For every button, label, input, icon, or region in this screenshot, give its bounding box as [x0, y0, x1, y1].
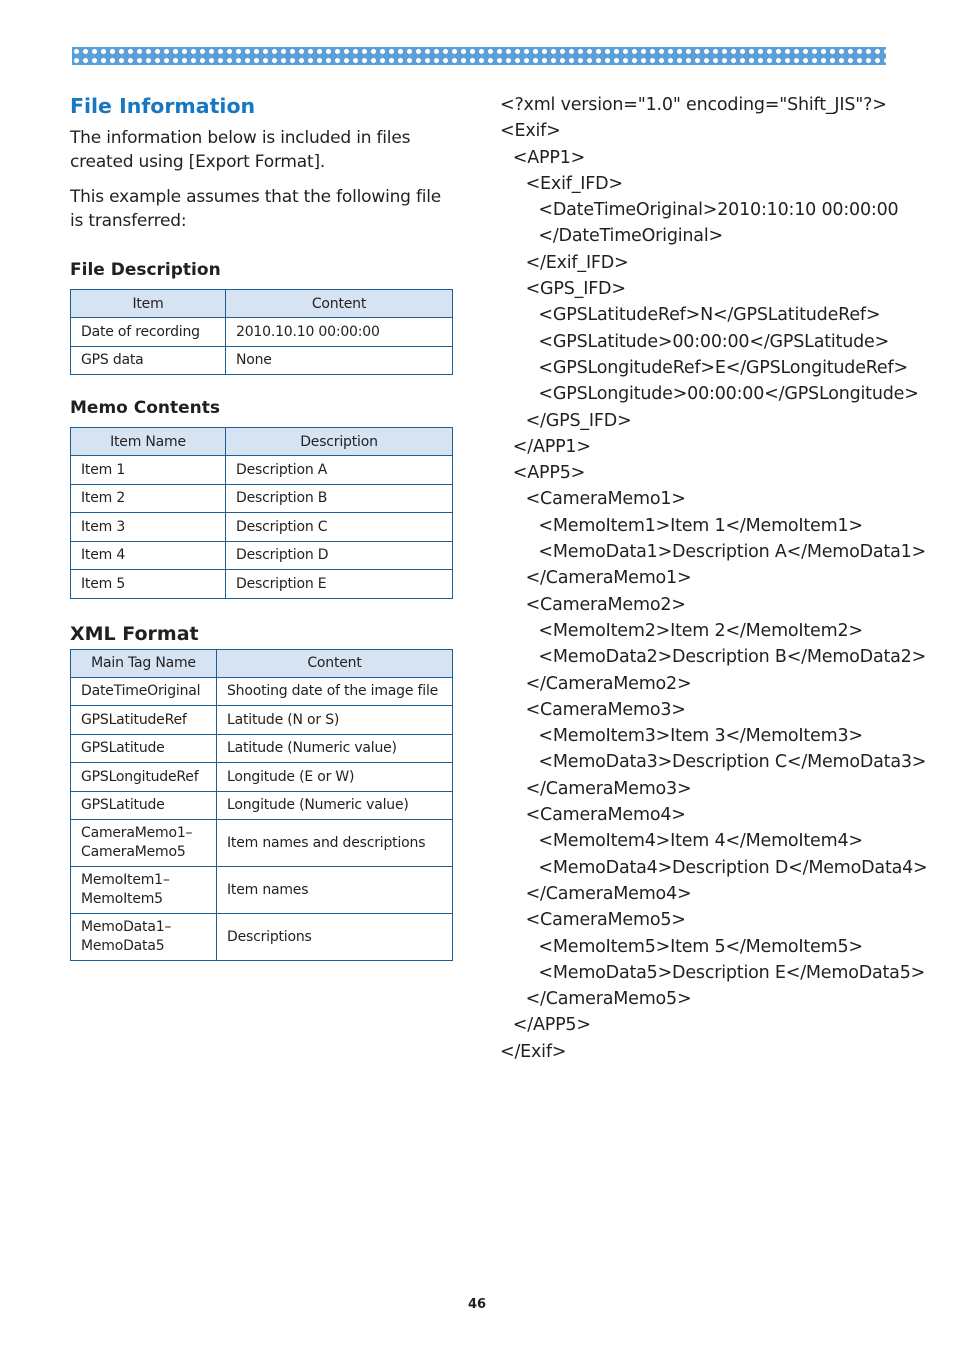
table-cell: Item 3	[71, 513, 226, 542]
xml-line: </GPS_IFD>	[525, 410, 632, 431]
xml-line: <GPSLongitude>00:00:00</GPSLongitude>	[538, 384, 919, 405]
xml-line: </CameraMemo4>	[525, 883, 692, 904]
table-cell: Item 5	[71, 570, 226, 599]
table-cell: Longitude (Numeric value)	[217, 791, 453, 820]
xml-line: <GPSLatitude>00:00:00</GPSLatitude>	[538, 331, 890, 352]
xml-line: </CameraMemo1>	[525, 568, 692, 589]
xml-line: <CameraMemo1>	[525, 489, 686, 510]
table-row	[71, 570, 453, 599]
table-row	[71, 318, 453, 347]
table-row	[71, 914, 453, 961]
xml-line: <MemoData5>Description E</MemoData5>	[538, 962, 926, 983]
table-row	[71, 763, 453, 792]
xml-line: <GPSLongitudeRef>E</GPSLongitudeRef>	[538, 357, 908, 378]
table-row	[71, 456, 453, 485]
table-cell: GPSLongitudeRef	[71, 763, 217, 792]
memo-contents-table	[70, 427, 453, 599]
table-cell: Descriptions	[217, 914, 453, 961]
xml-format-heading: XML Format	[70, 622, 199, 645]
column-header: Description	[226, 428, 453, 456]
xml-line: <CameraMemo2>	[525, 594, 686, 615]
decorative-banner	[72, 47, 886, 65]
xml-line: <CameraMemo4>	[525, 805, 686, 826]
page-number: 46	[467, 1297, 487, 1312]
column-header: Main Tag Name	[71, 649, 217, 677]
table-cell: Item names	[217, 867, 453, 914]
table-cell: GPSLatitudeRef	[71, 706, 217, 735]
column-header: Content	[217, 649, 453, 677]
table-cell: Date of recording	[71, 318, 226, 347]
table-cell: Description A	[226, 456, 453, 485]
table-header-row	[71, 290, 453, 318]
table-cell: Description E	[226, 570, 453, 599]
xml-line: <GPSLatitudeRef>N</GPSLatitudeRef>	[538, 305, 881, 326]
table-cell: CameraMemo1– CameraMemo5	[71, 820, 217, 867]
table-row	[71, 513, 453, 542]
xml-line: </DateTimeOriginal>	[538, 226, 723, 247]
intro-paragraph-1: The information below is included in files created using [Export Format].	[70, 128, 411, 172]
table-cell: MemoData1– MemoData5	[71, 914, 217, 961]
table-row	[71, 484, 453, 513]
table-cell: None	[226, 346, 453, 375]
table-cell: Latitude (Numeric value)	[217, 734, 453, 763]
table-cell: Item 2	[71, 484, 226, 513]
file-description-table	[70, 289, 453, 375]
xml-line: <MemoItem5>Item 5</MemoItem5>	[538, 936, 863, 957]
table-cell: Item 1	[71, 456, 226, 485]
table-row	[71, 346, 453, 375]
xml-line: </CameraMemo3>	[525, 778, 692, 799]
table-row	[71, 541, 453, 570]
xml-line: <APP1>	[512, 147, 586, 168]
table-cell: Latitude (N or S)	[217, 706, 453, 735]
table-header-row	[71, 428, 453, 456]
xml-line: <MemoData2>Description B</MemoData2>	[538, 647, 927, 668]
intro-paragraph-2: This example assumes that the following file is transferred:	[70, 187, 442, 231]
xml-line: </Exif>	[500, 1041, 567, 1062]
table-row	[71, 677, 453, 706]
table-cell: DateTimeOriginal	[71, 677, 217, 706]
table-cell: Shooting date of the image file	[217, 677, 453, 706]
xml-line: <CameraMemo5>	[525, 910, 686, 931]
xml-line: <Exif_IFD>	[525, 173, 623, 194]
xml-line: <CameraMemo3>	[525, 699, 686, 720]
xml-line: <MemoData4>Description D</MemoData4>	[538, 857, 928, 878]
xml-example-block	[500, 92, 940, 1065]
xml-line: </Exif_IFD>	[525, 252, 629, 273]
table-header-row	[71, 649, 453, 677]
column-header: Item Name	[71, 428, 226, 456]
table-cell: Longitude (E or W)	[217, 763, 453, 792]
table-row	[71, 820, 453, 867]
xml-format-table	[70, 649, 453, 962]
xml-line: <Exif>	[500, 121, 561, 142]
xml-line: <DateTimeOriginal>2010:10:10 00:00:00	[538, 200, 899, 221]
table-row	[71, 867, 453, 914]
table-cell: GPSLatitude	[71, 734, 217, 763]
xml-line: <MemoItem3>Item 3</MemoItem3>	[538, 726, 863, 747]
table-cell: MemoItem1– MemoItem5	[71, 867, 217, 914]
xml-line: <MemoData1>Description A</MemoData1>	[538, 542, 927, 563]
xml-line: </CameraMemo2>	[525, 673, 692, 694]
page-title: File Information	[70, 94, 256, 118]
column-header: Item	[71, 290, 226, 318]
table-cell: Item names and descriptions	[217, 820, 453, 867]
memo-contents-heading: Memo Contents	[70, 398, 221, 418]
table-cell: Description C	[226, 513, 453, 542]
table-cell: Description D	[226, 541, 453, 570]
xml-line: <APP5>	[512, 463, 586, 484]
table-cell: Description B	[226, 484, 453, 513]
xml-line: <MemoData3>Description C</MemoData3>	[538, 752, 927, 773]
xml-line: <MemoItem1>Item 1</MemoItem1>	[538, 515, 863, 536]
table-cell: GPS data	[71, 346, 226, 375]
file-description-heading: File Description	[70, 260, 221, 280]
left-column	[70, 90, 454, 961]
xml-line: <?xml version="1.0" encoding="Shift_JIS"?>	[500, 95, 887, 115]
column-header: Content	[226, 290, 453, 318]
xml-line: <MemoItem4>Item 4</MemoItem4>	[538, 831, 863, 852]
xml-line: <MemoItem2>Item 2</MemoItem2>	[538, 620, 863, 641]
table-row	[71, 734, 453, 763]
xml-line: </CameraMemo5>	[525, 989, 692, 1010]
table-cell: 2010.10.10 00:00:00	[226, 318, 453, 347]
xml-line: </APP5>	[512, 1015, 591, 1036]
table-row	[71, 791, 453, 820]
xml-line: <GPS_IFD>	[525, 279, 626, 300]
table-cell: Item 4	[71, 541, 226, 570]
xml-line: </APP1>	[512, 436, 591, 457]
table-row	[71, 706, 453, 735]
table-cell: GPSLatitude	[71, 791, 217, 820]
